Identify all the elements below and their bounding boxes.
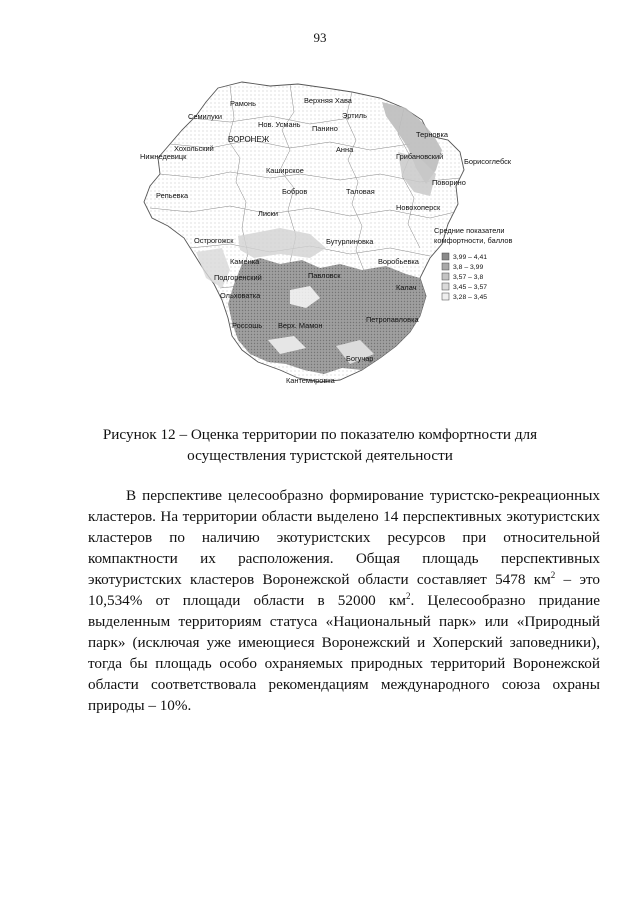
label-olkhovatka: Ольховатка xyxy=(220,291,261,300)
label-voronezh: ВОРОНЕЖ xyxy=(228,135,270,144)
label-anna: Анна xyxy=(336,145,354,154)
legend-label-4: 3,45 – 3,57 xyxy=(453,284,488,291)
label-boguchar: Богучар xyxy=(346,354,374,363)
label-novokhopersk: Новохоперск xyxy=(396,203,441,212)
body-sup-2: 2 xyxy=(405,591,411,601)
legend-title-line1: Средние показатели xyxy=(434,226,505,235)
label-kashirskoe: Каширское xyxy=(266,166,304,175)
label-talovaya: Таловая xyxy=(346,187,375,196)
map-legend xyxy=(434,226,513,301)
label-ertil: Эртиль xyxy=(342,111,367,120)
comfort-map-figure xyxy=(130,78,540,398)
label-kantemirovka: Кантемировка xyxy=(286,376,335,385)
label-pavlovsk: Павловск xyxy=(308,271,341,280)
label-panino: Панино xyxy=(312,124,338,133)
label-podgorensky: Подгоренский xyxy=(214,273,262,282)
label-petropavlovka: Петропавловка xyxy=(366,315,419,324)
caption-line-2: осуществления туристской деятельности xyxy=(187,447,453,464)
legend-swatch-5 xyxy=(442,293,449,300)
legend-swatch-2 xyxy=(442,263,449,270)
body-part-2: – это 10,534% от площади области в 52000 км xyxy=(88,571,600,609)
legend-label-1: 3,99 – 4,41 xyxy=(453,254,488,261)
page-number: 93 xyxy=(313,30,327,45)
label-liski: Лиски xyxy=(258,209,279,218)
label-rossosh: Россошь xyxy=(232,321,263,330)
label-buturlinovka: Бутурлиновка xyxy=(326,237,374,246)
legend-swatch-4 xyxy=(442,283,449,290)
caption-line-1: Рисунок 12 – Оценка территории по показателю комфортности для xyxy=(102,426,538,443)
legend-title-line2: комфортности, баллов xyxy=(434,236,513,245)
label-kalach: Калач xyxy=(396,283,417,292)
legend-label-3: 3,57 – 3,8 xyxy=(453,274,484,281)
legend-swatch-1 xyxy=(442,253,449,260)
label-ramon: Рамонь xyxy=(230,99,256,108)
label-semiluki: Семилуки xyxy=(188,112,223,121)
label-repyovka: Репьевка xyxy=(156,191,189,200)
label-nov-usman: Нов. Усмань xyxy=(258,120,301,129)
label-ternovka: Терновка xyxy=(416,130,448,139)
voronezh-region-map xyxy=(130,78,540,398)
legend-label-5: 3,28 – 3,45 xyxy=(453,294,488,301)
legend-swatch-3 xyxy=(442,273,449,280)
label-ostrogozhsk: Острогожск xyxy=(194,236,234,245)
body-part-3: . Целесообразно придание выделенным территориям статуса «Национальный парк» или «Природный парк» (исключая уже имеющиеся Воронежский и Хоперский заповедники), тогда бы площадь особо охраняемых природных территорий Воронежской области соответствовала рекомендациям международного союза охраны природы – 10%. xyxy=(88,592,600,714)
body-paragraph xyxy=(88,485,600,716)
label-vorobyovka: Воробьевка xyxy=(378,257,419,266)
legend-label-2: 3,8 – 3,99 xyxy=(453,264,484,271)
label-borisoglebsk: Борисоглебск xyxy=(464,157,512,166)
body-text xyxy=(88,485,600,716)
label-khokholsky: Хохольский xyxy=(174,144,214,153)
label-verkh-mamon: Верх. Мамон xyxy=(278,321,323,330)
label-gribanovsky: Грибановский xyxy=(396,152,444,161)
label-kamenka: Каменка xyxy=(230,257,260,266)
body-sup-1: 2 xyxy=(550,570,556,580)
label-bobrov: Бобров xyxy=(282,187,308,196)
label-povorino: Поворино xyxy=(432,178,466,187)
figure-caption xyxy=(0,424,640,466)
label-nizhnedevitsk: Нижнедевицк xyxy=(140,152,187,161)
label-verkhnyaya-khava: Верхняя Хава xyxy=(304,96,352,105)
body-part-1: В перспективе целесообразно формирование туристско-рекреационных кластеров. На территории области выделено 14 перспективных экотуристских кластеров по наличию экотуристских ресурсов при относительной компактности их расположения. Общая площадь перспективных экотуристских кластеров Воронежской области составляет 5478 км xyxy=(88,487,600,588)
